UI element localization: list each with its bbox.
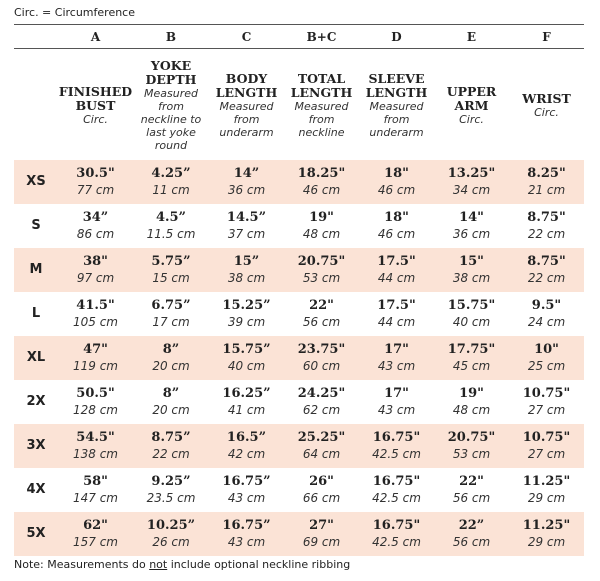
column-header-title: YOKE DEPTH (145, 57, 197, 87)
measurement-cm: 38 cm (227, 270, 266, 285)
measurement-inches: 18" (384, 209, 409, 225)
measurement-cell (58, 160, 133, 204)
column-header-subtitle: Measured from neckline (294, 99, 349, 139)
measurement-cell (58, 204, 133, 248)
column-header-subtitle: Measured from underarm (219, 99, 274, 139)
measurement-cm: 46 cm (302, 182, 341, 197)
ribbing-note-emphasis: not (149, 558, 168, 571)
column-letter: D (359, 25, 434, 49)
measurement-cell (133, 424, 209, 468)
measurement-inches: 16.75" (372, 517, 421, 533)
measurement-inches: 22" (309, 297, 334, 313)
measurement-cell (284, 380, 359, 424)
ribbing-note (14, 558, 350, 571)
size-label: XL (14, 336, 58, 380)
measurement-inches: 30.5" (76, 165, 115, 181)
measurement-cm: 36 cm (452, 226, 491, 241)
measurement-cell (284, 292, 359, 336)
measurement-inches: 34” (82, 209, 109, 225)
column-header (359, 49, 434, 160)
measurement-inches: 22" (459, 473, 484, 489)
measurement-cell (359, 468, 434, 512)
measurement-inches: 58" (83, 473, 108, 489)
measurement-cm: 17 cm (152, 314, 190, 329)
measurement-cm: 119 cm (72, 358, 118, 373)
measurement-cm: 22 cm (527, 226, 566, 241)
measurement-cell (359, 248, 434, 292)
measurement-cm: 22 cm (152, 446, 190, 461)
measurement-cell (58, 292, 133, 336)
column-letter: A (58, 25, 133, 49)
measurement-cell (359, 512, 434, 556)
measurement-cell (133, 380, 209, 424)
measurement-cm: 29 cm (527, 534, 566, 549)
measurement-cm: 27 cm (527, 446, 566, 461)
measurement-cell (58, 424, 133, 468)
measurement-cell (434, 204, 509, 248)
size-label: L (31, 306, 41, 321)
size-row (14, 512, 584, 556)
measurement-cm: 24 cm (527, 314, 566, 329)
measurement-cell (359, 424, 434, 468)
size-label: 5X (14, 512, 58, 556)
measurement-cell (209, 512, 284, 556)
measurement-cell (209, 160, 284, 204)
measurement-cell (509, 424, 584, 468)
measurement-cm: 105 cm (72, 314, 118, 329)
measurement-cell (133, 292, 209, 336)
measurement-cm: 38 cm (452, 270, 491, 285)
measurement-cm: 69 cm (302, 534, 341, 549)
column-header-title: TOTAL LENGTH (290, 70, 353, 100)
measurement-cell (209, 248, 284, 292)
measurement-inches: 8.75” (151, 429, 191, 445)
measurement-inches: 27" (309, 517, 334, 533)
measurement-inches: 25.25" (297, 429, 346, 445)
measurement-cm: 27 cm (527, 402, 566, 417)
measurement-inches: 9.25” (151, 473, 191, 489)
measurement-cell (209, 380, 284, 424)
measurement-cm: 43 cm (377, 358, 416, 373)
size-row (14, 204, 584, 248)
measurement-inches: 18.25" (297, 165, 346, 181)
column-header (133, 49, 209, 160)
measurement-cm: 48 cm (452, 402, 491, 417)
column-headers-row (14, 49, 584, 160)
measurement-inches: 10.75" (522, 429, 571, 445)
measurement-cm: 29 cm (527, 490, 566, 505)
measurement-cm: 26 cm (152, 534, 190, 549)
size-row (14, 380, 584, 424)
measurement-inches: 18" (384, 165, 409, 181)
measurement-cm: 39 cm (227, 314, 266, 329)
measurement-inches: 19" (459, 385, 484, 401)
measurement-inches: 8.75" (527, 253, 566, 269)
measurement-cm: 46 cm (377, 182, 416, 197)
measurement-inches: 47" (83, 341, 108, 357)
measurement-cm: 60 cm (302, 358, 341, 373)
measurement-cm: 42 cm (227, 446, 266, 461)
measurement-inches: 20.75" (297, 253, 346, 269)
measurement-inches: 22” (458, 517, 485, 533)
measurement-inches: 17" (384, 341, 409, 357)
measurement-cell (209, 424, 284, 468)
measurement-cm: 66 cm (302, 490, 341, 505)
circumference-note: Circ. = Circumference (14, 6, 135, 19)
measurement-cm: 45 cm (452, 358, 491, 373)
column-header-subtitle: Measured from neckline to last yoke round (140, 86, 202, 152)
measurement-cell (359, 380, 434, 424)
measurement-inches: 8.75" (527, 209, 566, 225)
measurement-inches: 54.5" (76, 429, 115, 445)
measurement-inches: 4.25” (151, 165, 191, 181)
measurement-cm: 40 cm (227, 358, 266, 373)
measurement-cell (509, 336, 584, 380)
measurement-cm: 20 cm (152, 358, 190, 373)
measurement-cell (209, 468, 284, 512)
measurement-cell (133, 512, 209, 556)
measurement-cell (359, 204, 434, 248)
measurement-cell (509, 204, 584, 248)
measurement-cm: 77 cm (76, 182, 115, 197)
measurement-cell (434, 468, 509, 512)
measurement-cell (509, 468, 584, 512)
measurement-cell (284, 336, 359, 380)
measurement-cm: 62 cm (302, 402, 341, 417)
column-letters-row (14, 25, 584, 49)
measurement-cm: 46 cm (377, 226, 416, 241)
measurement-cell (359, 160, 434, 204)
size-chart-table (14, 24, 584, 556)
measurement-cm: 25 cm (527, 358, 566, 373)
measurement-cm: 53 cm (452, 446, 491, 461)
measurement-inches: 38" (83, 253, 108, 269)
measurement-cell (209, 204, 284, 248)
measurement-cell (434, 380, 509, 424)
measurement-cell (284, 424, 359, 468)
measurement-inches: 17" (384, 385, 409, 401)
size-row (14, 160, 584, 204)
measurement-inches: 6.75” (151, 297, 191, 313)
measurement-cm: 36 cm (227, 182, 266, 197)
measurement-cm: 11.5 cm (146, 226, 196, 241)
measurement-inches: 8” (162, 341, 180, 357)
measurement-inches: 17.5" (377, 297, 416, 313)
corner-cell (14, 25, 58, 49)
size-label: 3X (14, 424, 58, 468)
measurement-cell (58, 468, 133, 512)
measurement-cm: 138 cm (72, 446, 118, 461)
column-header-title: FINISHED BUST (58, 83, 133, 113)
column-header-title: UPPER ARM (446, 83, 497, 113)
measurement-cm: 157 cm (72, 534, 118, 549)
measurement-cm: 42.5 cm (372, 490, 421, 505)
measurement-cell (509, 248, 584, 292)
measurement-cm: 56 cm (452, 534, 491, 549)
measurement-cell (209, 292, 284, 336)
column-header (434, 49, 509, 160)
measurement-inches: 10.75" (522, 385, 571, 401)
measurement-cell (509, 380, 584, 424)
measurement-cm: 20 cm (152, 402, 190, 417)
measurement-cm: 44 cm (377, 314, 416, 329)
measurement-inches: 16.75” (222, 517, 271, 533)
column-letter: F (509, 25, 584, 49)
measurement-cell (58, 512, 133, 556)
measurement-cm: 86 cm (76, 226, 115, 241)
ribbing-note-end: include optional neckline ribbing (167, 558, 351, 571)
column-letter: B (133, 25, 209, 49)
measurement-inches: 13.25" (447, 165, 496, 181)
measurement-cm: 15 cm (152, 270, 190, 285)
measurement-cell (133, 248, 209, 292)
measurement-cell (284, 512, 359, 556)
ribbing-note-start: Note: Measurements do (14, 558, 150, 571)
measurement-inches: 15" (459, 253, 484, 269)
measurement-cell (284, 160, 359, 204)
measurement-inches: 17.75" (447, 341, 496, 357)
measurement-cm: 34 cm (452, 182, 491, 197)
measurement-inches: 11.25" (522, 473, 571, 489)
column-header (509, 49, 584, 160)
measurement-inches: 16.75” (222, 473, 271, 489)
measurement-inches: 8.25" (527, 165, 566, 181)
measurement-inches: 41.5" (76, 297, 115, 313)
column-letter: E (434, 25, 509, 49)
measurement-cell (284, 248, 359, 292)
column-header (58, 49, 133, 160)
size-label: 4X (26, 482, 46, 497)
measurement-cell (434, 512, 509, 556)
measurement-cell (359, 292, 434, 336)
measurement-cm: 48 cm (302, 226, 341, 241)
measurement-cm: 97 cm (76, 270, 115, 285)
column-header-title: WRIST (522, 90, 571, 106)
measurement-cm: 11 cm (152, 182, 190, 197)
measurement-cell (133, 336, 209, 380)
measurement-cm: 43 cm (227, 534, 266, 549)
measurement-cell (284, 468, 359, 512)
size-label: M (14, 248, 58, 292)
measurement-cell (58, 380, 133, 424)
measurement-inches: 11.25" (522, 517, 571, 533)
measurement-inches: 24.25" (297, 385, 346, 401)
measurement-inches: 10.25” (146, 517, 196, 533)
column-header-subtitle: Measured from underarm (369, 99, 424, 139)
measurement-cm: 53 cm (302, 270, 341, 285)
column-letter: B+C (284, 25, 359, 49)
measurement-inches: 62" (83, 517, 108, 533)
size-label: S (31, 218, 41, 233)
measurement-inches: 26" (309, 473, 334, 489)
measurement-inches: 15.25” (222, 297, 271, 313)
measurement-cell (434, 160, 509, 204)
measurement-cm: 21 cm (527, 182, 566, 197)
size-row (14, 336, 584, 380)
size-rows (14, 160, 584, 556)
measurement-cm: 147 cm (72, 490, 118, 505)
measurement-inches: 15.75" (447, 297, 496, 313)
column-letter: C (209, 25, 284, 49)
measurement-inches: 16.5” (226, 429, 267, 445)
column-header (284, 49, 359, 160)
column-header-title: SLEEVE LENGTH (365, 70, 428, 100)
column-header-subtitle: Circ. (459, 112, 484, 126)
measurement-cell (133, 468, 209, 512)
measurement-cell (359, 336, 434, 380)
measurement-inches: 23.75" (297, 341, 346, 357)
measurement-cm: 42.5 cm (372, 534, 421, 549)
size-label: 2X (26, 394, 46, 409)
column-header-subtitle: Circ. (534, 105, 559, 119)
measurement-inches: 10" (534, 341, 559, 357)
measurement-cell (509, 512, 584, 556)
measurement-cm: 64 cm (302, 446, 341, 461)
measurement-inches: 19" (309, 209, 334, 225)
size-row (14, 424, 584, 468)
size-row (14, 292, 584, 336)
column-header-subtitle: Circ. (83, 112, 108, 126)
measurement-inches: 14.5” (226, 209, 267, 225)
measurement-cell (209, 336, 284, 380)
measurement-cell (509, 292, 584, 336)
size-row (14, 468, 584, 512)
measurement-inches: 14” (233, 165, 260, 181)
measurement-cm: 37 cm (227, 226, 266, 241)
size-row (14, 248, 584, 292)
measurement-cell (58, 336, 133, 380)
measurement-inches: 16.75" (372, 429, 421, 445)
measurement-inches: 15.75” (222, 341, 271, 357)
measurement-cm: 42.5 cm (372, 446, 421, 461)
measurement-cell (434, 292, 509, 336)
measurement-cm: 41 cm (227, 402, 266, 417)
measurement-inches: 4.5” (155, 209, 187, 225)
measurement-cell (434, 248, 509, 292)
measurement-cell (434, 424, 509, 468)
measurement-cell (509, 160, 584, 204)
measurement-cell (58, 248, 133, 292)
measurement-cm: 40 cm (452, 314, 491, 329)
measurement-inches: 9.5" (531, 297, 562, 313)
measurement-cell (434, 336, 509, 380)
measurement-cell (133, 204, 209, 248)
measurement-cm: 44 cm (377, 270, 416, 285)
measurement-cm: 23.5 cm (146, 490, 196, 505)
column-header (209, 49, 284, 160)
corner-cell (14, 49, 58, 160)
measurement-cm: 128 cm (72, 402, 118, 417)
measurement-inches: 16.25” (222, 385, 271, 401)
measurement-inches: 8” (162, 385, 180, 401)
measurement-inches: 17.5" (377, 253, 416, 269)
measurement-inches: 14" (459, 209, 484, 225)
size-label: XS (14, 160, 58, 204)
measurement-cm: 56 cm (302, 314, 341, 329)
measurement-inches: 15” (233, 253, 260, 269)
measurement-cm: 43 cm (227, 490, 266, 505)
measurement-cm: 43 cm (377, 402, 416, 417)
measurement-inches: 5.75” (151, 253, 191, 269)
measurement-cell (133, 160, 209, 204)
measurement-inches: 16.75" (372, 473, 421, 489)
measurement-cm: 22 cm (527, 270, 566, 285)
measurement-inches: 50.5" (76, 385, 115, 401)
measurement-inches: 20.75" (447, 429, 496, 445)
measurement-cell (284, 204, 359, 248)
column-header-title: BODY LENGTH (215, 70, 278, 100)
measurement-cm: 56 cm (452, 490, 491, 505)
